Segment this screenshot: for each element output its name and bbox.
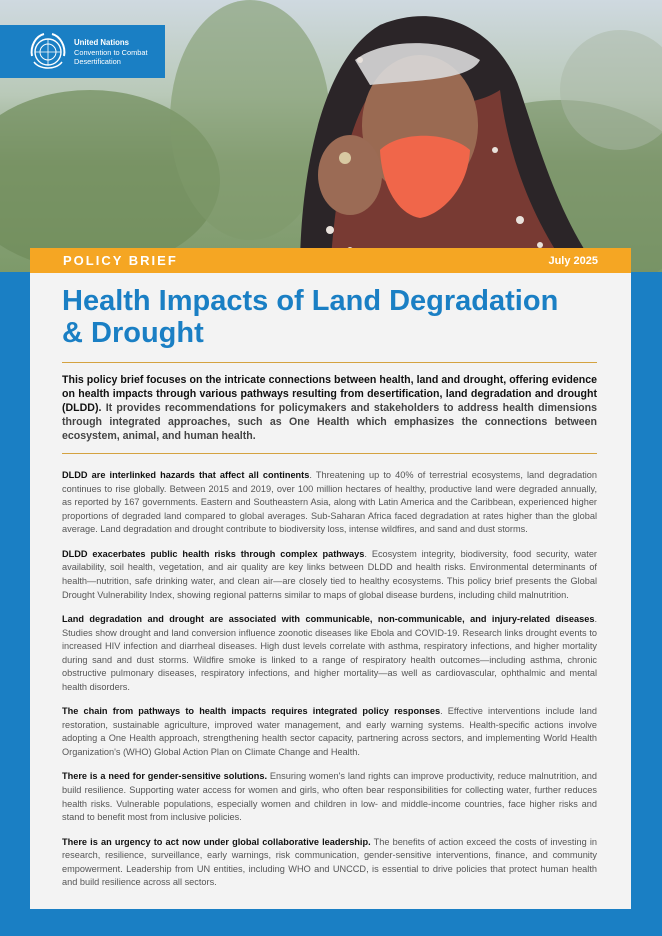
section-paragraph <box>62 469 597 537</box>
section-paragraph <box>62 836 597 890</box>
policy-brief-banner <box>30 248 631 273</box>
section-body: . Ecosystem integrity, biodiversity, food security, water availability, soil health, vegetation, and air quality are key links between DLDD and health risks. Environmental determinants of health—nutrition, safe drinking water, and clean air—are closely tied to healthy ecosystems. This policy brief presents the Global Drought Vulnerability Index, showing regional patterns similar to maps of global disease burdens, including child malnutrition. <box>62 548 597 600</box>
logo-line-2: Desertification <box>74 56 121 66</box>
section-heading: DLDD exacerbates public health risks through complex pathways <box>62 548 365 559</box>
section-body: Ensuring women's land rights can improve productivity, reduce malnutrition, and build resilience. Supporting water access for women and girls, who often bear responsibilities for collecting water, further reduces health risks. Vulnerable populations, especially women and children in low- and middle-income countries, face higher risks and stand to benefit most from inclusive policies. <box>62 771 597 823</box>
divider-bottom <box>62 453 597 454</box>
un-emblem-icon <box>26 30 70 74</box>
intro-rest: It provides recommendations for policymakers and stakeholders to address health dimensions through integrated approaches, such as One Health which emphasizes the connections between ecosystem, animal, and human health. <box>62 402 597 442</box>
section-body: . Effective interventions include land restoration, sustainable agriculture, improved water management, and early warning systems. Health-specific actions involve adopting a One Health approach, strengthening health sector capacity, partnering across sectors, and implementing World Health Organization's (WHO) Global Action Plan on Climate Change and Health. <box>62 706 597 758</box>
section-paragraph <box>62 705 597 759</box>
key-messages <box>62 469 597 901</box>
intro-lead: This policy brief focuses on the intricate connections between health, land and drought, offering evidence on health impacts through various pathways resulting from desertification, land degradation and drought (DLDD). <box>62 374 597 414</box>
unccd-logo <box>0 25 165 78</box>
page-title <box>62 285 602 349</box>
section-body: The benefits of action exceed the costs of investing in research, resilience, surveillance, early warnings, risk communication, gender-sensitive interventions, finance, and community empowerment. Leadership from UN entities, including WHO and UNCCD, is essential to drive policies that protect human health and build resilience across all sectors. <box>62 836 597 888</box>
content-card <box>30 273 631 909</box>
section-body: . Threatening up to 40% of terrestrial ecosystems, land degradation continues to rise globally. Between 2015 and 2019, over 100 million hectares of healthy, productive land were degraded annually, as reported by 167 governments. Eastern and Southeastern Asia, along with Latin America and the Caribbean, experienced higher proportions of degraded land compared to global averages. Sub-Saharan Africa faced degradation at rates higher than the global average. Land degradation and drought contribute to biodiversity loss, intense wildfires, and sand and dust storms. <box>62 470 598 535</box>
logo-org: United Nations <box>74 37 130 47</box>
section-heading: There is a need for gender-sensitive solutions. <box>62 771 268 782</box>
document-kind: POLICY BRIEF <box>63 253 178 268</box>
section-paragraph <box>62 548 597 602</box>
section-heading: DLDD are interlinked hazards that affect all continents <box>62 470 310 480</box>
section-heading: The chain from pathways to health impacts requires integrated policy responses <box>62 706 441 717</box>
intro-summary <box>62 373 597 443</box>
document-date: July 2025 <box>548 254 598 267</box>
divider-top <box>62 362 597 363</box>
logo-line-1: Convention to Combat <box>74 47 148 57</box>
title-line-1: Health Impacts of Land Degradation <box>62 285 559 317</box>
title-line-2: & Drought <box>62 317 204 349</box>
section-paragraph <box>62 613 597 695</box>
section-paragraph <box>62 770 597 824</box>
section-body: . Studies show drought and land conversion influence zoonotic diseases like Ebola and COVID-19. Research links drought events to increased HIV infection and diarrheal diseases. High dust levels correlate with asthma, respiratory infections, and higher mortality during sand and dust storms. Wildfire smoke is linked to a range of respiratory health outcomes—including asthma, chronic obstructive pulmonary diseases, respiratory infections, and higher mortality—as well as cardiovascular, ophthalmic and mental health disorders. <box>62 613 597 692</box>
section-heading: Land degradation and drought are associated with communicable, non-communicable, and injury-related diseases <box>62 613 595 624</box>
logo-text <box>74 38 148 66</box>
section-heading: There is an urgency to act now under global collaborative leadership. <box>62 836 371 847</box>
